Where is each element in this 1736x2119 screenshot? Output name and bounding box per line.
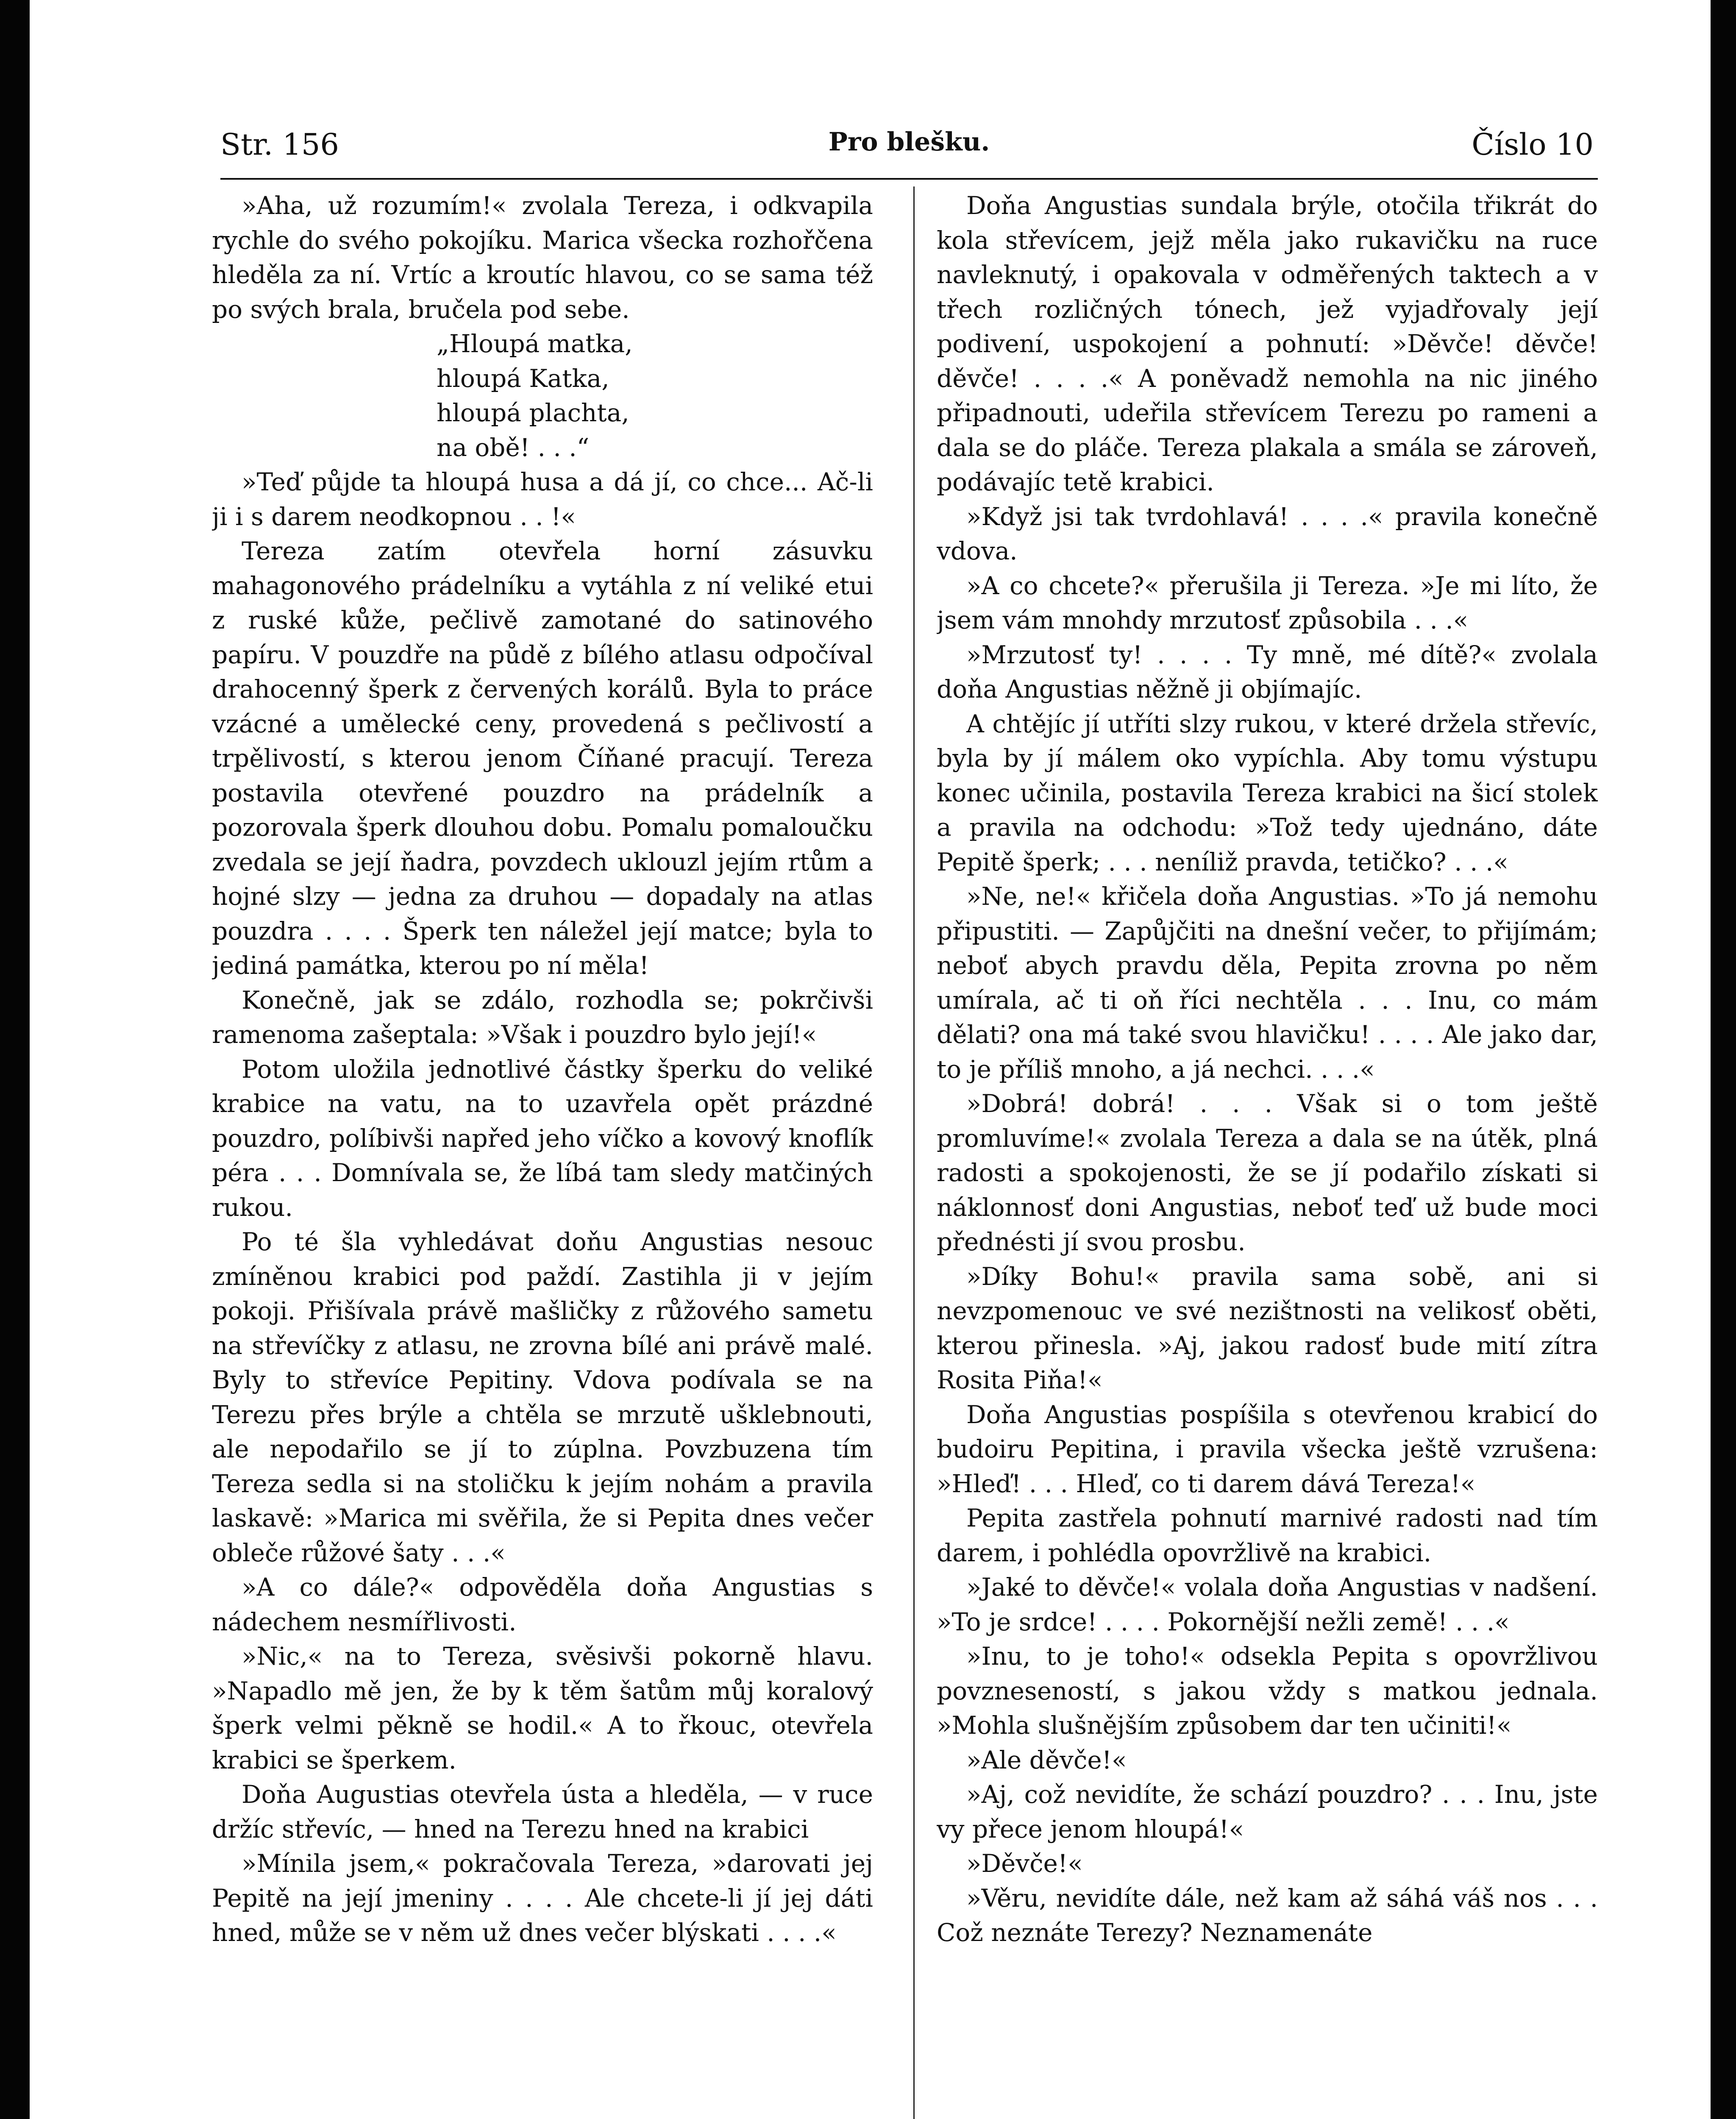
- paragraph: »Nic,« na to Tereza, svěsivši pokorně hlavu. »Napadlo mě jen, že by k těm šatům můj koralový šperk velmi pěkně se hodil.« A to řkouc, otevřela krabici se šperkem.: [212, 1642, 873, 1774]
- paragraph: »Když jsi tak tvrdohlavá! . . . .« pravila konečně vdova.: [937, 502, 1598, 565]
- issue-number: Číslo 10: [1472, 127, 1594, 162]
- page-header: [220, 127, 1598, 178]
- page-number: Str. 156: [220, 127, 339, 162]
- paragraph: »Díky Bohu!« pravila sama sobě, ani si nevzpomenouc ve své nezištnosti na velikosť oběti, kterou přinesla. »Aj, jakou radosť bude mití zítra Rosita Piňa!«: [937, 1262, 1598, 1394]
- verse-line: hloupá plachta,: [437, 398, 629, 427]
- paragraph: Doňa Angustias pospíšila s otevřenou krabicí do budoiru Pepitina, i pravila všecka ještě vzrušena: »Hleď! . . . Hleď, co ti darem dává Tereza!«: [937, 1400, 1598, 1498]
- paragraph: »A co dále?« odpověděla doňa Angustias s nádechem nesmířlivosti.: [212, 1573, 873, 1636]
- paragraph: »Aj, což nevidíte, že schází pouzdro? . . . Inu, jste vy přece jenom hloupá!«: [937, 1780, 1598, 1844]
- running-title: Pro blešku.: [828, 127, 990, 157]
- paragraph: »Věru, nevidíte dále, než kam až sáhá váš nos . . . Což neznáte Terezy? Neznamenáte: [937, 1883, 1598, 1947]
- paragraph: »A co chcete?« přerušila ji Tereza. »Je mi líto, že jsem vám mnohdy mrzutosť způsobila . . .«: [937, 571, 1598, 634]
- paragraph: Pepita zastřela pohnutí marnivé radosti nad tím darem, i pohlédla opovržlivě na krabici.: [937, 1504, 1598, 1567]
- paragraph: Doňa Angustias sundala brýle, otočila třikrát do kola střevícem, jejž měla jako rukavičku na ruce navleknutý, i opakovala v odměřených taktech a v třech rozličných tónech, jež vyjadřovaly její podivení, uspokojení a pohnutí: »Děvče! děvče! děvče! . . . .« A poněvadž nemohla na nic jiného připadnouti, udeřila střevícem Terezu po rameni a dala se do pláče. Tereza plakala a smála se zároveň, podávajíc tetě krabici.: [937, 191, 1598, 496]
- paragraph: »Aha, už rozumím!« zvolala Tereza, i odkvapila rychle do svého pokojíku. Marica všecka rozhořčena hleděla za ní. Vrtíc a kroutíc hlavou, co se sama též po svých brala, bručela pod sebe.: [212, 191, 873, 324]
- verse-line: hloupá Katka,: [437, 364, 609, 393]
- paragraph: »Ne, ne!« křičela doňa Angustias. »To já nemohu připustiti. — Zapůjčiti na dnešní večer, to přijímám; neboť abych pravdu děla, Pepita zrovna po něm umírala, ač ti oň říci nechtěla . . . Inu, co mám dělati? ona má také svou hlavičku! . . . . Ale jako dar, to je příliš mnoho, a já nechci. . . .«: [937, 882, 1598, 1084]
- paragraph: »Mrzutosť ty! . . . . Ty mně, mé dítě?« zvolala doňa Angustias něžně ji objímajíc.: [937, 640, 1598, 704]
- paragraph: Doňa Augustias otevřela ústa a hleděla, — v ruce držíc střevíc, — hned na Terezu hned na krabici: [212, 1780, 873, 1844]
- paragraph: »Děvče!«: [966, 1849, 1083, 1878]
- header-rule: [220, 178, 1598, 180]
- column-divider: [913, 186, 915, 2119]
- verse: [437, 327, 873, 465]
- verse-line: „Hloupá matka,: [437, 329, 633, 358]
- paragraph: Konečně, jak se zdálo, rozhodla se; pokrčivši ramenoma zašeptala: »Však i pouzdro bylo její!«: [212, 985, 873, 1049]
- paragraph: »Jaké to děvče!« volala doňa Angustias v nadšení. »To je srdce! . . . . Pokornější nežli země! . . .«: [937, 1573, 1598, 1636]
- paragraph: »Inu, to je toho!« odsekla Pepita s opovržlivou povzneseností, s jakou vždy s matkou jednala. »Mohla slušnějším způsobem dar ten učiniti!«: [937, 1642, 1598, 1740]
- verse-line: na obě! . . .“: [437, 433, 590, 462]
- right-column: [937, 189, 1598, 2119]
- paragraph: Potom uložila jednotlivé částky šperku do veliké krabice na vatu, na to uzavřela opět prázdné pouzdro, políbivši napřed jeho víčko a kovový knoflík péra . . . Domnívala se, že líbá tam sledy matčiných rukou.: [212, 1054, 873, 1222]
- left-column: [212, 189, 873, 2119]
- paragraph: Tereza zatím otevřela horní zásuvku mahagonového prádelníku a vytáhla z ní veliké etui z ruské kůže, pečlivě zamotané do satinového papíru. V pouzdře na půdě z bílého atlasu odpočíval drahocenný šperk z červených korálů. Byla to práce vzácné a umělecké ceny, provedená s pečlivostí a trpělivostí, s kterou jenom Číňané pracují. Tereza postavila otevřené pouzdro na prádelník a pozorovala šperk dlouhou dobu. Pomalu pomaloučku zvedala se její ňadra, povzdech uklouzl jejím rtům a hojné slzy — jedna za druhou — dopadaly na atlas pouzdra . . . . Šperk ten náležel její matce; byla to jediná památka, kterou po ní měla!: [212, 537, 873, 980]
- paragraph: Po té šla vyhledávat doňu Angustias nesouc zmíněnou krabici pod paždí. Zastihla ji v jejím pokoji. Přišívala právě mašličky z růžového sametu na střevíčky z atlasu, ne zrovna bílé ani právě malé. Byly to střevíce Pepitiny. Vdova podívala se na Terezu přes brýle a chtěla se mrzutě ušklebnouti, ale nepodařilo se jí to zúplna. Povzbuzena tím Tereza sedla si na stoličku k jejím nohám a pravila laskavě: »Marica mi svěřila, že si Pepita dnes večer obleče růžové šaty . . .«: [212, 1227, 873, 1567]
- paragraph: »Ale děvče!«: [966, 1745, 1127, 1774]
- paragraph: »Dobrá! dobrá! . . . Však si o tom ještě promluvíme!« zvolala Tereza a dala se na útěk, plná radosti a spokojenosti, že se jí podařilo získati si náklonnosť doni Angustias, neboť teď už bude moci přednésti jí svou prosbu.: [937, 1089, 1598, 1256]
- scan-border-left: [0, 0, 30, 2119]
- paragraph: A chtějíc jí utříti slzy rukou, v které držela střevíc, byla by jí málem oko vypíchla. Aby tomu výstupu konec učinila, postavila Tereza krabici na šicí stolek a pravila na odchodu: »Tož tedy ujednáno, dáte Pepitě šperk; . . . neníliž pravda, tetičko? . . .«: [937, 709, 1598, 876]
- paragraph: »Mínila jsem,« pokračovala Tereza, »darovati jej Pepitě na její jmeniny . . . . Ale chcete-li jí jej dáti hned, může se v něm už dnes večer blýskati . . . .«: [212, 1849, 873, 1947]
- scan-border-right: [1711, 0, 1736, 2119]
- paragraph: »Teď půjde ta hloupá husa a dá jí, co chce... Ač-li ji i s darem neodkopnou . . !«: [212, 467, 873, 531]
